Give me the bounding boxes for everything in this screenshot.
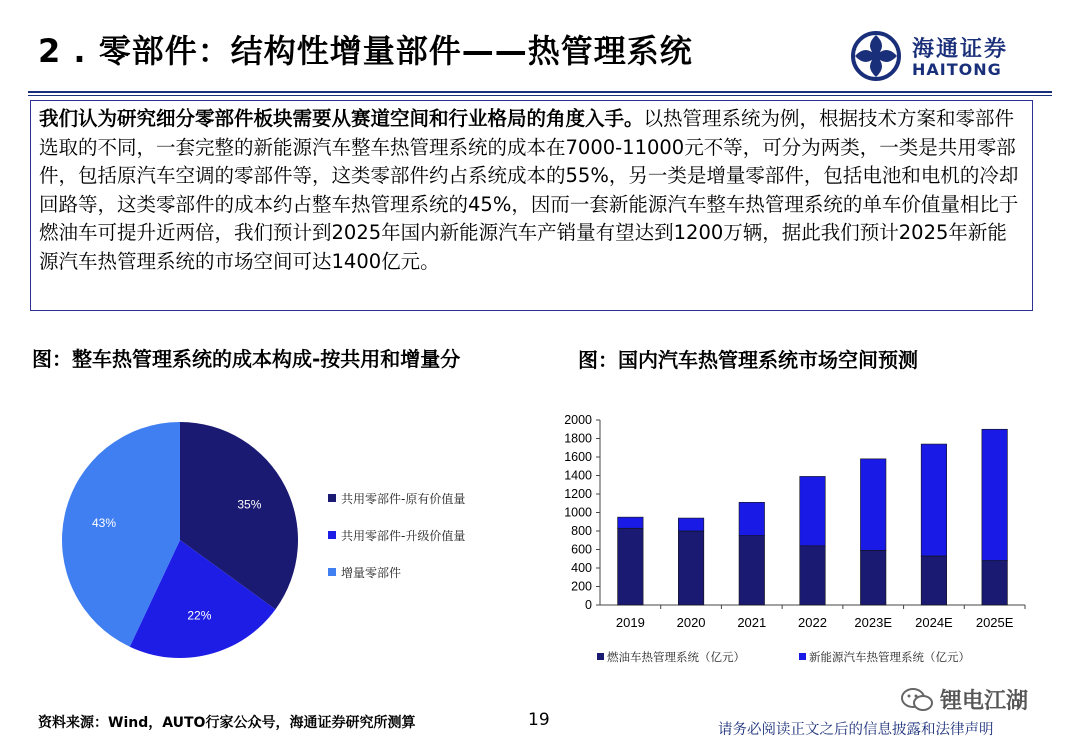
x-tick-label: 2020 bbox=[676, 615, 706, 630]
y-tick-label: 1200 bbox=[564, 487, 592, 501]
y-tick-label: 200 bbox=[571, 579, 592, 594]
legend-label: 增量零部件 bbox=[341, 566, 402, 580]
pie-legend-item bbox=[328, 564, 465, 601]
watermark bbox=[900, 684, 1028, 715]
company-logo bbox=[850, 30, 1050, 82]
pie-legend-item bbox=[328, 490, 465, 527]
x-tick-label: 2023E bbox=[854, 615, 893, 630]
bar-ice-2020 bbox=[678, 531, 704, 605]
y-tick-label: 0 bbox=[585, 598, 592, 612]
bar-nev-2023E bbox=[860, 459, 886, 551]
pie-data-label: 35% bbox=[237, 497, 262, 512]
pie-legend bbox=[328, 490, 465, 601]
page-title: 2 . 零部件：结构性增量部件——热管理系统 bbox=[38, 32, 693, 70]
x-tick-label: 2019 bbox=[615, 615, 645, 630]
logo-english-name: HAITONG bbox=[912, 60, 1002, 79]
bar-ice-2022 bbox=[800, 546, 826, 605]
bar-legend-swatch bbox=[597, 653, 604, 660]
cost-composition-pie-chart bbox=[60, 420, 300, 660]
legend-swatch bbox=[328, 494, 336, 502]
y-tick-label: 1000 bbox=[564, 505, 592, 520]
bar-legend-label: 燃油车热管理系统（亿元） bbox=[607, 652, 745, 664]
x-tick-label: 2025E bbox=[975, 615, 1014, 630]
pie-data-label: 43% bbox=[91, 516, 117, 531]
bar-nev-2025E bbox=[982, 429, 1008, 560]
legend-label: 共用零部件-升级价值量 bbox=[341, 529, 466, 543]
x-tick-label: 2022 bbox=[798, 615, 827, 630]
summary-lead: 我们认为研究细分零部件板块需要从赛道空间和行业格局的角度入手。 bbox=[39, 107, 644, 130]
y-tick-label: 1400 bbox=[564, 468, 592, 483]
pie-legend-item bbox=[328, 527, 465, 564]
bar-ice-2019 bbox=[618, 528, 644, 605]
logo-chinese-name: 海通证券 bbox=[912, 36, 1009, 62]
header-divider bbox=[28, 91, 1052, 93]
summary-body: 以热管理系统为例，根据技术方案和零部件选取的不同，一套完整的新能源汽车整车热管理系统的成本在7000-11000元不等，可分为两类，一类是共用零部件，包括原汽车空调的零部件等，这类零部件约占系统成本的55%，另一类是增量零部件，包括电池和电机的冷却回路等，这类零部件的成本约占整车热管理系统的45%，因而一套新能源汽车整车热管理系统的单车价值量相比于燃油车可提升近两倍，我们预计到2025年国内新能源汽车产销量有望达到1200万辆，据此我们预计2025年新能源汽车热管理系统的市场空间可达1400亿元。 bbox=[39, 107, 1019, 273]
legend-label: 共用零部件-原有价值量 bbox=[341, 492, 466, 506]
pie-data-label: 22% bbox=[187, 608, 212, 623]
bar-ice-2025E bbox=[982, 561, 1008, 605]
y-tick-label: 1600 bbox=[564, 450, 592, 464]
bar-nev-2020 bbox=[678, 518, 704, 531]
bar-nev-2019 bbox=[618, 517, 644, 528]
watermark-text: 锂电江湖 bbox=[940, 689, 1029, 714]
market-size-bar-chart bbox=[555, 405, 1045, 675]
bar-legend-label: 新能源汽车热管理系统（亿元） bbox=[809, 652, 970, 664]
bar-ice-2021 bbox=[739, 536, 765, 605]
bar-ice-2024E bbox=[921, 556, 947, 605]
y-tick-label: 400 bbox=[571, 561, 592, 575]
haitong-emblem-icon bbox=[850, 30, 906, 82]
header-divider-thin bbox=[28, 95, 1052, 96]
x-tick-label: 2024E bbox=[915, 615, 953, 630]
x-tick-label: 2021 bbox=[737, 615, 767, 630]
legend-swatch bbox=[328, 531, 336, 539]
wechat-icon bbox=[900, 687, 934, 713]
bar-nev-2022 bbox=[800, 476, 826, 545]
bar-ice-2023E bbox=[860, 550, 886, 605]
legal-disclaimer: 请务必阅读正文之后的信息披露和法律声明 bbox=[718, 722, 994, 738]
bar-nev-2024E bbox=[921, 444, 947, 556]
y-tick-label: 600 bbox=[571, 542, 592, 557]
y-tick-label: 1800 bbox=[564, 431, 592, 446]
bar-chart-caption: 图：国内汽车热管理系统市场空间预测 bbox=[578, 348, 918, 372]
page-number: 19 bbox=[528, 710, 550, 730]
y-tick-label: 2000 bbox=[564, 413, 592, 427]
source-note: 资料来源：Wind，AUTO行家公众号，海通证券研究所测算 bbox=[38, 715, 416, 731]
bar-legend-swatch bbox=[799, 653, 806, 660]
y-tick-label: 800 bbox=[571, 524, 592, 538]
pie-chart-caption: 图：整车热管理系统的成本构成-按共用和增量分 bbox=[32, 347, 461, 371]
bar-nev-2021 bbox=[739, 502, 765, 535]
summary-box bbox=[30, 100, 1033, 311]
legend-swatch bbox=[328, 568, 336, 576]
